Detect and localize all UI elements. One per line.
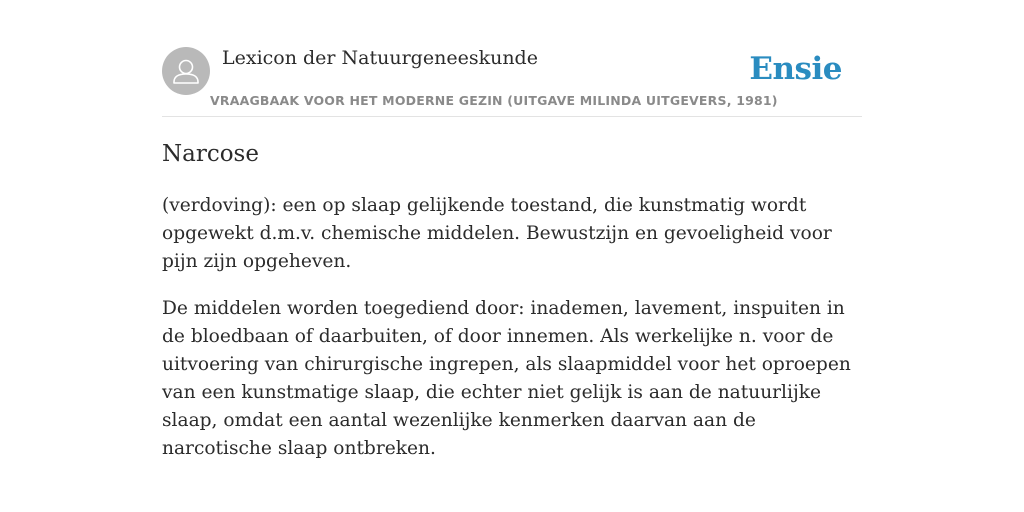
ensie-logo[interactable]: Ensie — [749, 51, 842, 87]
definition-paragraph: De middelen worden toegediend door: inademen, lavement, inspuiten in de bloedbaan of daarbuiten, of door innemen. Als werkelijke n. voor de uitvoering van chirurgische ingrepen, als slaapmiddel voor het oproepen van een kunstmatige slaap, die echter niet gelijk is aan de natuurlijke slaap, omdat een aantal wezenlijke kenmerken daarvan aan de narcotische slaap ontbreken. — [162, 298, 851, 459]
entry-definition — [162, 192, 862, 482]
user-icon — [162, 47, 210, 95]
page — [162, 0, 862, 459]
source-subtitle: VRAAGBAAK VOOR HET MODERNE GEZIN (UITGAVE MILINDA UITGEVERS, 1981) — [210, 93, 778, 108]
definition-paragraph: (verdoving): een op slaap gelijkende toestand, die kunstmatig wordt opgewekt d.m.v. chemische middelen. Bewustzijn en gevoeligheid voor pijn zijn opgeheven. — [162, 195, 832, 272]
entry-term: Narcose — [162, 141, 259, 167]
source-header — [162, 0, 862, 117]
source-title[interactable]: Lexicon der Natuurgeneeskunde — [222, 47, 538, 69]
source-avatar[interactable] — [162, 47, 210, 95]
